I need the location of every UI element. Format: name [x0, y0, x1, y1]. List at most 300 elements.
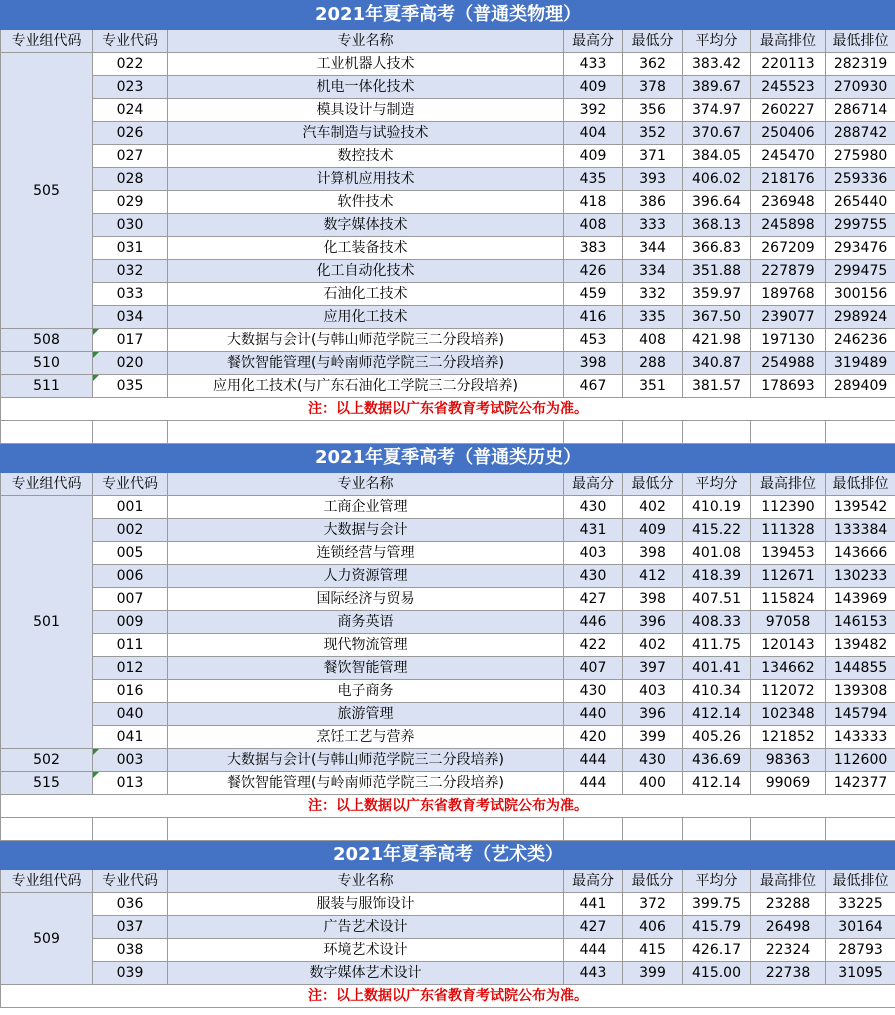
avg-score-cell: 410.19	[683, 496, 751, 519]
max-score-cell: 408	[564, 214, 623, 237]
major-name-cell: 烹饪工艺与营养	[168, 726, 564, 749]
max-score-cell: 427	[564, 916, 623, 939]
avg-score-cell: 412.14	[683, 703, 751, 726]
max-rank-cell: 134662	[751, 657, 826, 680]
avg-score-cell: 381.57	[683, 375, 751, 398]
avg-score-cell: 436.69	[683, 749, 751, 772]
table-row	[1, 306, 895, 329]
group-code-cell: 502	[1, 749, 93, 772]
max-rank-cell: 267209	[751, 237, 826, 260]
major-name-cell: 计算机应用技术	[168, 168, 564, 191]
blank-cell	[1, 421, 93, 444]
major-code-cell: 041	[93, 726, 168, 749]
min-rank-cell: 133384	[826, 519, 895, 542]
header-row	[1, 473, 895, 496]
table-row	[1, 496, 895, 519]
major-code-cell: 011	[93, 634, 168, 657]
section-title-row	[1, 1, 895, 30]
min-rank-cell: 144855	[826, 657, 895, 680]
note-text: 注：以上数据以广东省教育考试院公布为准。	[1, 398, 895, 421]
note-row	[1, 985, 895, 1008]
major-code-cell: 023	[93, 76, 168, 99]
max-score-cell: 444	[564, 939, 623, 962]
avg-score-cell: 407.51	[683, 588, 751, 611]
column-header: 最低排位	[826, 30, 895, 53]
max-rank-cell: 245523	[751, 76, 826, 99]
min-score-cell: 351	[623, 375, 683, 398]
min-score-cell: 399	[623, 962, 683, 985]
max-rank-cell: 112671	[751, 565, 826, 588]
table-row	[1, 122, 895, 145]
avg-score-cell: 368.13	[683, 214, 751, 237]
major-code-cell: 009	[93, 611, 168, 634]
blank-cell	[826, 421, 895, 444]
table-row	[1, 657, 895, 680]
table-row	[1, 519, 895, 542]
max-score-cell: 446	[564, 611, 623, 634]
min-score-cell: 333	[623, 214, 683, 237]
section-title-row	[1, 841, 895, 870]
table-row	[1, 611, 895, 634]
group-code-cell: 501	[1, 496, 93, 749]
section-title: 2021年夏季高考（艺术类）	[1, 841, 895, 870]
table-row	[1, 726, 895, 749]
min-rank-cell: 246236	[826, 329, 895, 352]
avg-score-cell: 351.88	[683, 260, 751, 283]
table-row	[1, 939, 895, 962]
blank-cell	[751, 421, 826, 444]
major-code-cell: 036	[93, 893, 168, 916]
min-score-cell: 406	[623, 916, 683, 939]
column-header: 专业名称	[168, 30, 564, 53]
note-row	[1, 795, 895, 818]
min-rank-cell: 139542	[826, 496, 895, 519]
avg-score-cell: 415.79	[683, 916, 751, 939]
max-rank-cell: 139453	[751, 542, 826, 565]
major-name-cell: 餐饮智能管理	[168, 657, 564, 680]
min-score-cell: 403	[623, 680, 683, 703]
max-score-cell: 430	[564, 496, 623, 519]
table-row	[1, 214, 895, 237]
avg-score-cell: 401.41	[683, 657, 751, 680]
min-rank-cell: 33225	[826, 893, 895, 916]
blank-cell	[93, 818, 168, 841]
major-name-cell: 数字媒体技术	[168, 214, 564, 237]
min-score-cell: 344	[623, 237, 683, 260]
min-rank-cell: 300156	[826, 283, 895, 306]
min-score-cell: 386	[623, 191, 683, 214]
blank-cell	[1, 818, 93, 841]
min-rank-cell: 31095	[826, 962, 895, 985]
min-score-cell: 335	[623, 306, 683, 329]
min-rank-cell: 143969	[826, 588, 895, 611]
column-header: 专业组代码	[1, 473, 93, 496]
max-score-cell: 443	[564, 962, 623, 985]
min-score-cell: 400	[623, 772, 683, 795]
major-code-cell: 038	[93, 939, 168, 962]
table-row	[1, 168, 895, 191]
table-row	[1, 99, 895, 122]
major-code-cell: 001	[93, 496, 168, 519]
max-rank-cell: 98363	[751, 749, 826, 772]
table-row	[1, 145, 895, 168]
blank-row	[1, 818, 895, 841]
max-score-cell: 422	[564, 634, 623, 657]
column-header: 最高排位	[751, 30, 826, 53]
min-score-cell: 332	[623, 283, 683, 306]
avg-score-cell: 421.98	[683, 329, 751, 352]
section-title: 2021年夏季高考（普通类物理）	[1, 1, 895, 30]
max-rank-cell: 250406	[751, 122, 826, 145]
min-rank-cell: 288742	[826, 122, 895, 145]
min-rank-cell: 275980	[826, 145, 895, 168]
blank-cell	[826, 818, 895, 841]
avg-score-cell: 411.75	[683, 634, 751, 657]
major-code-cell: 030	[93, 214, 168, 237]
major-name-cell: 大数据与会计(与韩山师范学院三二分段培养)	[168, 329, 564, 352]
max-score-cell: 398	[564, 352, 623, 375]
min-rank-cell: 30164	[826, 916, 895, 939]
header-row	[1, 30, 895, 53]
min-score-cell: 408	[623, 329, 683, 352]
note-text: 注：以上数据以广东省教育考试院公布为准。	[1, 795, 895, 818]
blank-cell	[168, 818, 564, 841]
major-code-cell: 026	[93, 122, 168, 145]
max-rank-cell: 22324	[751, 939, 826, 962]
major-name-cell: 应用化工技术(与广东石油化工学院三二分段培养)	[168, 375, 564, 398]
blank-cell	[683, 818, 751, 841]
major-name-cell: 旅游管理	[168, 703, 564, 726]
column-header: 平均分	[683, 870, 751, 893]
avg-score-cell: 340.87	[683, 352, 751, 375]
avg-score-cell: 359.97	[683, 283, 751, 306]
column-header: 专业代码	[93, 30, 168, 53]
table-row	[1, 680, 895, 703]
max-score-cell: 453	[564, 329, 623, 352]
avg-score-cell: 370.67	[683, 122, 751, 145]
max-score-cell: 418	[564, 191, 623, 214]
min-score-cell: 430	[623, 749, 683, 772]
max-rank-cell: 220113	[751, 53, 826, 76]
column-header: 专业组代码	[1, 30, 93, 53]
major-name-cell: 化工装备技术	[168, 237, 564, 260]
min-score-cell: 371	[623, 145, 683, 168]
min-rank-cell: 319489	[826, 352, 895, 375]
avg-score-cell: 383.42	[683, 53, 751, 76]
major-name-cell: 餐饮智能管理(与岭南师范学院三二分段培养)	[168, 352, 564, 375]
max-score-cell: 416	[564, 306, 623, 329]
max-rank-cell: 99069	[751, 772, 826, 795]
major-code-cell: 007	[93, 588, 168, 611]
major-code-cell: 020	[93, 352, 168, 375]
major-code-cell: 022	[93, 53, 168, 76]
max-rank-cell: 189768	[751, 283, 826, 306]
major-code-cell: 027	[93, 145, 168, 168]
min-score-cell: 398	[623, 542, 683, 565]
column-header: 最高分	[564, 870, 623, 893]
major-code-cell: 040	[93, 703, 168, 726]
column-header: 最低分	[623, 870, 683, 893]
major-name-cell: 化工自动化技术	[168, 260, 564, 283]
max-score-cell: 404	[564, 122, 623, 145]
table-row	[1, 329, 895, 352]
major-name-cell: 机电一体化技术	[168, 76, 564, 99]
major-code-cell: 005	[93, 542, 168, 565]
max-score-cell: 444	[564, 749, 623, 772]
min-score-cell: 399	[623, 726, 683, 749]
section-title: 2021年夏季高考（普通类历史）	[1, 444, 895, 473]
major-name-cell: 连锁经营与管理	[168, 542, 564, 565]
group-code-cell: 508	[1, 329, 93, 352]
major-name-cell: 工商企业管理	[168, 496, 564, 519]
max-rank-cell: 111328	[751, 519, 826, 542]
min-rank-cell: 289409	[826, 375, 895, 398]
max-score-cell: 420	[564, 726, 623, 749]
major-name-cell: 现代物流管理	[168, 634, 564, 657]
table-body	[1, 1, 895, 1008]
avg-score-cell: 396.64	[683, 191, 751, 214]
min-rank-cell: 143666	[826, 542, 895, 565]
major-code-cell: 028	[93, 168, 168, 191]
column-header: 专业组代码	[1, 870, 93, 893]
column-header: 最低分	[623, 473, 683, 496]
table-row	[1, 191, 895, 214]
blank-cell	[623, 421, 683, 444]
major-name-cell: 应用化工技术	[168, 306, 564, 329]
min-score-cell: 362	[623, 53, 683, 76]
max-score-cell: 435	[564, 168, 623, 191]
min-rank-cell: 282319	[826, 53, 895, 76]
blank-cell	[751, 818, 826, 841]
avg-score-cell: 399.75	[683, 893, 751, 916]
max-rank-cell: 22738	[751, 962, 826, 985]
table-row	[1, 352, 895, 375]
major-code-cell: 033	[93, 283, 168, 306]
min-score-cell: 356	[623, 99, 683, 122]
major-name-cell: 软件技术	[168, 191, 564, 214]
major-name-cell: 国际经济与贸易	[168, 588, 564, 611]
max-score-cell: 409	[564, 145, 623, 168]
min-score-cell: 402	[623, 496, 683, 519]
major-name-cell: 模具设计与制造	[168, 99, 564, 122]
blank-row	[1, 421, 895, 444]
min-rank-cell: 112600	[826, 749, 895, 772]
table-row	[1, 237, 895, 260]
max-score-cell: 440	[564, 703, 623, 726]
blank-cell	[168, 421, 564, 444]
avg-score-cell: 415.22	[683, 519, 751, 542]
major-code-cell: 032	[93, 260, 168, 283]
min-rank-cell: 270930	[826, 76, 895, 99]
min-score-cell: 288	[623, 352, 683, 375]
avg-score-cell: 418.39	[683, 565, 751, 588]
min-rank-cell: 299755	[826, 214, 895, 237]
column-header: 最高分	[564, 30, 623, 53]
max-rank-cell: 197130	[751, 329, 826, 352]
max-rank-cell: 102348	[751, 703, 826, 726]
max-rank-cell: 218176	[751, 168, 826, 191]
column-header: 最高分	[564, 473, 623, 496]
major-name-cell: 石油化工技术	[168, 283, 564, 306]
major-name-cell: 餐饮智能管理(与岭南师范学院三二分段培养)	[168, 772, 564, 795]
blank-cell	[623, 818, 683, 841]
avg-score-cell: 412.14	[683, 772, 751, 795]
major-code-cell: 029	[93, 191, 168, 214]
table-row	[1, 542, 895, 565]
min-rank-cell: 298924	[826, 306, 895, 329]
max-score-cell: 426	[564, 260, 623, 283]
avg-score-cell: 384.05	[683, 145, 751, 168]
max-score-cell: 403	[564, 542, 623, 565]
header-row	[1, 870, 895, 893]
max-rank-cell: 236948	[751, 191, 826, 214]
avg-score-cell: 367.50	[683, 306, 751, 329]
min-rank-cell: 286714	[826, 99, 895, 122]
table-row	[1, 634, 895, 657]
column-header: 最高排位	[751, 473, 826, 496]
table-row	[1, 749, 895, 772]
table-row	[1, 962, 895, 985]
table-row	[1, 53, 895, 76]
column-header: 平均分	[683, 30, 751, 53]
min-score-cell: 334	[623, 260, 683, 283]
column-header: 专业名称	[168, 870, 564, 893]
avg-score-cell: 415.00	[683, 962, 751, 985]
avg-score-cell: 401.08	[683, 542, 751, 565]
major-code-cell: 012	[93, 657, 168, 680]
max-score-cell: 444	[564, 772, 623, 795]
major-code-cell: 039	[93, 962, 168, 985]
min-score-cell: 398	[623, 588, 683, 611]
avg-score-cell: 366.83	[683, 237, 751, 260]
note-text: 注：以上数据以广东省教育考试院公布为准。	[1, 985, 895, 1008]
min-score-cell: 352	[623, 122, 683, 145]
group-code-cell: 511	[1, 375, 93, 398]
min-score-cell: 396	[623, 703, 683, 726]
column-header: 最低排位	[826, 870, 895, 893]
blank-cell	[93, 421, 168, 444]
major-name-cell: 环境艺术设计	[168, 939, 564, 962]
max-score-cell: 433	[564, 53, 623, 76]
note-row	[1, 398, 895, 421]
major-code-cell: 017	[93, 329, 168, 352]
major-code-cell: 003	[93, 749, 168, 772]
avg-score-cell: 389.67	[683, 76, 751, 99]
max-rank-cell: 26498	[751, 916, 826, 939]
max-score-cell: 459	[564, 283, 623, 306]
max-rank-cell: 239077	[751, 306, 826, 329]
min-score-cell: 412	[623, 565, 683, 588]
min-score-cell: 409	[623, 519, 683, 542]
table-row	[1, 565, 895, 588]
avg-score-cell: 405.26	[683, 726, 751, 749]
section-title-row	[1, 444, 895, 473]
major-name-cell: 大数据与会计(与韩山师范学院三二分段培养)	[168, 749, 564, 772]
major-code-cell: 002	[93, 519, 168, 542]
max-rank-cell: 227879	[751, 260, 826, 283]
major-code-cell: 034	[93, 306, 168, 329]
table-row	[1, 893, 895, 916]
major-name-cell: 人力资源管理	[168, 565, 564, 588]
max-rank-cell: 115824	[751, 588, 826, 611]
max-score-cell: 430	[564, 565, 623, 588]
major-code-cell: 013	[93, 772, 168, 795]
min-rank-cell: 139482	[826, 634, 895, 657]
avg-score-cell: 426.17	[683, 939, 751, 962]
table-row	[1, 375, 895, 398]
min-score-cell: 397	[623, 657, 683, 680]
min-rank-cell: 265440	[826, 191, 895, 214]
blank-cell	[564, 818, 623, 841]
max-score-cell: 409	[564, 76, 623, 99]
major-code-cell: 035	[93, 375, 168, 398]
max-score-cell: 431	[564, 519, 623, 542]
column-header: 最高排位	[751, 870, 826, 893]
table-row	[1, 588, 895, 611]
max-score-cell: 430	[564, 680, 623, 703]
max-score-cell: 383	[564, 237, 623, 260]
major-code-cell: 006	[93, 565, 168, 588]
min-score-cell: 402	[623, 634, 683, 657]
min-rank-cell: 130233	[826, 565, 895, 588]
group-code-cell: 505	[1, 53, 93, 329]
major-code-cell: 024	[93, 99, 168, 122]
min-rank-cell: 28793	[826, 939, 895, 962]
max-rank-cell: 178693	[751, 375, 826, 398]
column-header: 最低分	[623, 30, 683, 53]
group-code-cell: 515	[1, 772, 93, 795]
major-name-cell: 汽车制造与试验技术	[168, 122, 564, 145]
max-rank-cell: 260227	[751, 99, 826, 122]
major-code-cell: 031	[93, 237, 168, 260]
max-rank-cell: 245470	[751, 145, 826, 168]
max-score-cell: 392	[564, 99, 623, 122]
max-rank-cell: 245898	[751, 214, 826, 237]
avg-score-cell: 374.97	[683, 99, 751, 122]
major-code-cell: 016	[93, 680, 168, 703]
max-score-cell: 427	[564, 588, 623, 611]
column-header: 最低排位	[826, 473, 895, 496]
table-row	[1, 916, 895, 939]
max-rank-cell: 112072	[751, 680, 826, 703]
avg-score-cell: 410.34	[683, 680, 751, 703]
major-name-cell: 大数据与会计	[168, 519, 564, 542]
major-name-cell: 商务英语	[168, 611, 564, 634]
min-rank-cell: 145794	[826, 703, 895, 726]
table-row	[1, 76, 895, 99]
table-row	[1, 260, 895, 283]
column-header: 专业代码	[93, 473, 168, 496]
max-score-cell: 441	[564, 893, 623, 916]
min-rank-cell: 293476	[826, 237, 895, 260]
max-rank-cell: 120143	[751, 634, 826, 657]
major-name-cell: 电子商务	[168, 680, 564, 703]
min-score-cell: 378	[623, 76, 683, 99]
major-name-cell: 广告艺术设计	[168, 916, 564, 939]
min-rank-cell: 299475	[826, 260, 895, 283]
min-rank-cell: 139308	[826, 680, 895, 703]
max-score-cell: 407	[564, 657, 623, 680]
column-header: 专业代码	[93, 870, 168, 893]
group-code-cell: 510	[1, 352, 93, 375]
blank-cell	[564, 421, 623, 444]
min-score-cell: 415	[623, 939, 683, 962]
min-rank-cell: 146153	[826, 611, 895, 634]
max-rank-cell: 23288	[751, 893, 826, 916]
min-rank-cell: 259336	[826, 168, 895, 191]
min-score-cell: 393	[623, 168, 683, 191]
major-code-cell: 037	[93, 916, 168, 939]
